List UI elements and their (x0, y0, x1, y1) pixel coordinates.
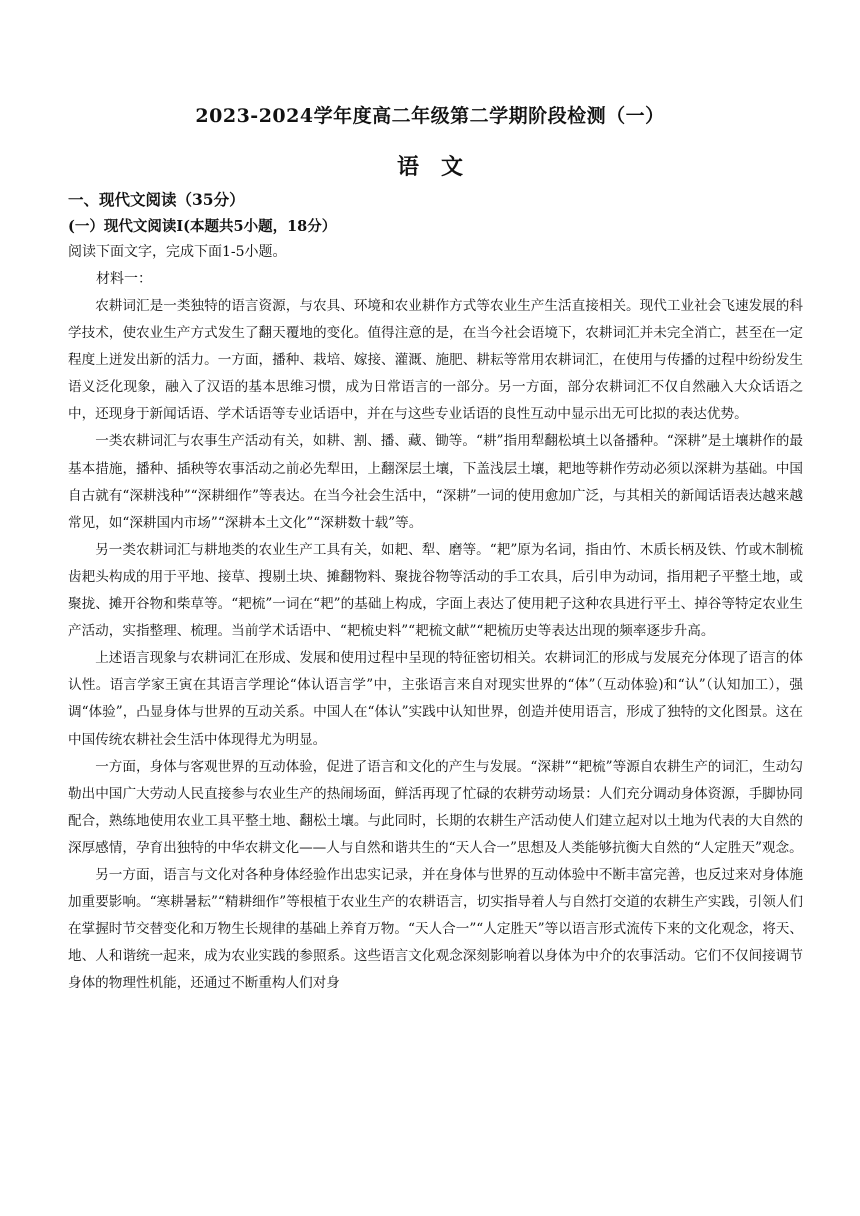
subject-title: 语文 (396, 154, 485, 180)
passage-paragraph: 另一类农耕词汇与耕地类的农业生产工具有关，如耙、犁、磨等。“耙”原为名词，指由竹、木质长柄及铁、竹或木制梳齿耙头构成的用于平地、接草、搜剔土块、摊翻物料、聚拢谷物等活动的手工农具，后引申为动词，指用耙子平整土地，或聚拢、摊开谷物和柴草等。“耙梳”一词在“耙”的基础上构成，字面上表达了使用耙子这种农具进行平土、掉谷等特定农业生产活动，实指整理、梳理。当前学术话语中、“耙梳史料”“耙梳文献”“耙梳历史等表达出现的频率逐步升高。 (68, 541, 803, 640)
passage-paragraph: 农耕词汇是一类独特的语言资源，与农具、环境和农业耕作方式等农业生产生活直接相关。现代工业社会飞速发展的科学技术，使农业生产方式发生了翻天覆地的变化。值得注意的是，在当今社会语境下，农耕词汇并未完全消亡，甚至在一定程度上迸发出新的活力。一方面，播种、栽培、嫁接、灌溉、施肥、耕耘等常用农耕词汇，在使用与传播的过程中纷纷发生语义泛化现象，融入了汉语的基本思维习惯，成为日常语言的一部分。另一方面，部分农耕词汇不仅自然融入大众话语之中，还现身于新闻话语、学术话语等专业话语中，并在与这些专业话语的良性互动中显示出无可比拟的表达优势。 (68, 298, 803, 423)
passage-paragraph: 一方面，身体与客观世界的互动体验，促进了语言和文化的产生与发展。“深耕”“耙梳”等源自农耕生产的词汇，生动勾勒出中国广大劳动人民直接参与农业生产的热闹场面，鲜活再现了忙碌的农耕劳动场景：人们充分调动身体资源，手脚协同配合，熟练地使用农业工具平整土地、翻松土壤。与此同时，长期的农耕生产活动使人们建立起对以土地为代表的大自然的深厚感情，孕育出独特的中华农耕文化——人与自然和谐共生的“天人合一”思想及人类能够抗衡大自然的“人定胜天”观念。 (68, 758, 803, 856)
passage-paragraph: 一类农耕词汇与农事生产活动有关，如耕、割、播、藏、锄等。“耕”指用犁翻松填土以备播种。“深耕”是土壤耕作的最基本措施，播种、插秧等农事活动之前必先犁田，上翻深层土壤，下盖浅层土壤，耙地等耕作劳动必须以深耕为基础。中国自古就有“深耕浅种”“深耕细作”等表达。在当今社会生活中，“深耕”一词的使用愈加广泛，与其相关的新闻话语表达越来越常见，如“深耕国内市场”“深耕本土文化”“深耕数十载”等。 (68, 433, 803, 531)
reading-instruction: 阅读下面文字，完成下面1-5小题。 (68, 244, 287, 260)
material-label: 材料一： (96, 271, 152, 287)
subsection-heading: (一）现代文阅读Ⅰ(本题共5小题，18分） (68, 218, 337, 235)
exam-title: 2023-2024学年度高二年级第二学期阶段检测（一） (195, 105, 665, 127)
passage-body (68, 293, 803, 997)
passage-paragraph: 另一方面，语言与文化对各种身体经验作出忠实记录，并在身体与世界的互动体验中不断丰富完善，也反过来对身体施加重要影响。“寒耕暑耘”“精耕细作”等根植于农业生产的农耕语言，切实指导着人与自然打交道的农耕生产实践，引领人们在掌握时节交替变化和万物生长规律的基础上养育万物。“天人合一”“人定胜天”等以语言形式流传下来的文化观念，将天、地、人和谐统一起来，成为农业实践的参照系。这些语言文化观念深刻影响着以身体为中介的农事活动。它们不仅间接调节身体的物理性机能，还通过不断重构人们对身 (68, 866, 803, 992)
section-heading: 一、现代文阅读（35分） (68, 190, 245, 209)
passage-paragraph: 上述语言现象与农耕词汇在形成、发展和使用过程中呈现的特征密切相关。农耕词汇的形成与发展充分体现了语言的体认性。语言学家王寅在其语言学理论“体认语言学”中，主张语言来自对现实世界的“体”（互动体验)和“认”（认知加工），强调“体验”，凸显身体与世界的互动关系。中国人在“体认”实践中认知世界，创造并使用语言，形成了独特的文化图景。这在中国传统农耕社会生活中体现得尤为明显。 (68, 650, 803, 748)
